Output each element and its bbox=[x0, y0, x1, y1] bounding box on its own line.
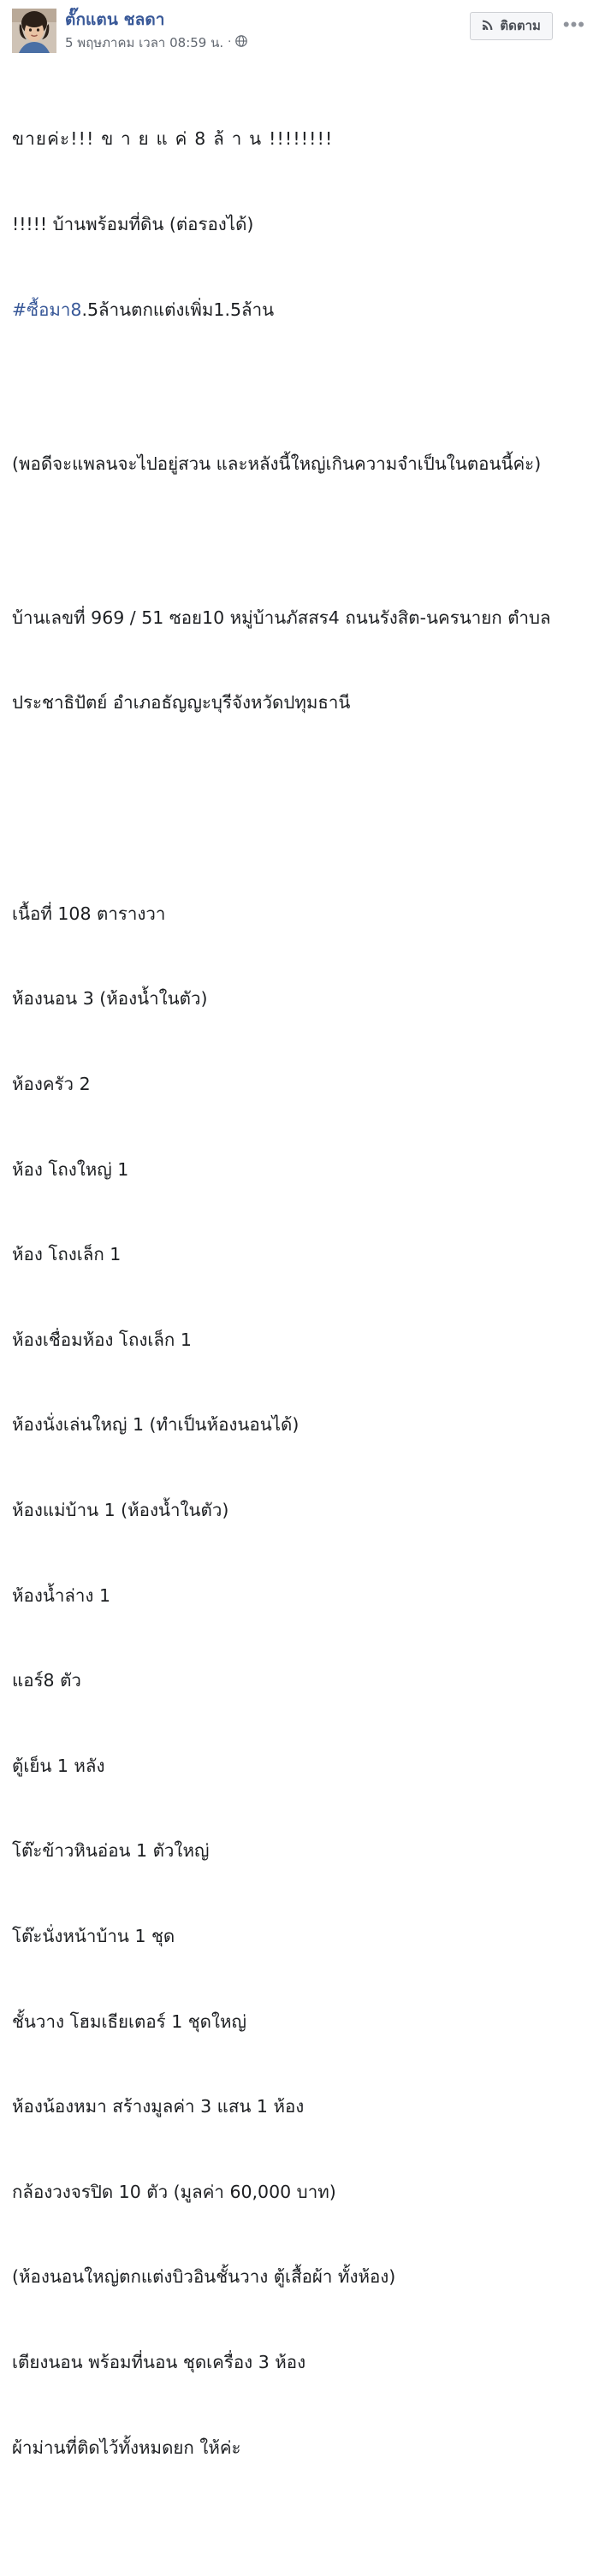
body-spacer-2 bbox=[12, 535, 587, 547]
post-line-5: บ้านเลขที่ 969 / 51 ซอย10 หมู่บ้านภัสสร4 ถนนรังสิต-นครนายก ตำบล bbox=[12, 607, 551, 628]
meta-separator: · bbox=[228, 36, 232, 50]
post-header-actions bbox=[470, 9, 587, 40]
post-body bbox=[12, 68, 587, 2576]
list-item: ผ้าม่านที่ติดไว้ทั้งหมดยก ให้ค่ะ bbox=[12, 2437, 241, 2458]
list-item: กล้องวงจรปิด 10 ตัว (มูลค่า 60,000 บาท) bbox=[12, 2181, 336, 2202]
body-spacer-3 bbox=[12, 774, 587, 786]
list-item: ห้อง โถงเล็ก 1 bbox=[12, 1244, 122, 1265]
avatar-image bbox=[12, 9, 56, 53]
list-item: โต๊ะนั่งหน้าบ้าน 1 ชุด bbox=[12, 1926, 175, 1946]
post-line-1: ขายค่ะ!!! ข า ย แ ค่ 8 ล้ า น !!!!!!!! bbox=[12, 128, 334, 150]
list-item: ห้องน้องหมา สร้างมูลค่า 3 แสน 1 ห้อง bbox=[12, 2096, 305, 2117]
rss-icon bbox=[482, 19, 494, 33]
list-item: เนื้อที่ 108 ตารางวา bbox=[12, 903, 166, 924]
list-item: ตู้เย็น 1 หลัง bbox=[12, 1755, 105, 1776]
post-line-4: (พอดีจะแพลนจะไปอยู่สวน และหลังนี้ใหญ่เกินความจำเป็นในตอนนี้ค่ะ) bbox=[12, 453, 542, 474]
list-item: ห้อง โถงใหญ่ 1 bbox=[12, 1158, 129, 1180]
list-item: ห้องครัว 2 bbox=[12, 1073, 91, 1094]
hashtag-link[interactable]: #ซื้อมา8 bbox=[12, 299, 82, 320]
post-timestamp[interactable]: 5 พฤษภาคม เวลา 08:59 น. bbox=[65, 34, 224, 50]
avatar[interactable] bbox=[12, 9, 56, 53]
post-detail-list bbox=[12, 843, 587, 2519]
list-item: ห้องแม่บ้าน 1 (ห้องน้ำในตัว) bbox=[12, 1499, 229, 1520]
post-line-2: !!!!! บ้านพร้อมที่ดิน (ต่อรองได้) bbox=[12, 214, 254, 235]
list-item: ห้องน้ำล่าง 1 bbox=[12, 1584, 111, 1606]
list-item: ห้องนอน 3 (ห้องน้ำในตัว) bbox=[12, 988, 208, 1010]
post-line-3-rest: .5ล้านตกแต่งเพิ่ม1.5ล้าน bbox=[81, 299, 275, 320]
follow-button[interactable] bbox=[470, 12, 553, 40]
list-item: (ห้องนอนใหญ่ตกแต่งบิวอินชั้นวาง ตู้เสื้อผ้า ทั้งห้อง) bbox=[12, 2266, 396, 2288]
more-options-button[interactable]: ••• bbox=[562, 14, 585, 35]
list-item: โต๊ะข้าวหินอ่อน 1 ตัวใหญ่ bbox=[12, 1840, 210, 1862]
list-item: ชั้นวาง โฮมเธียเตอร์ 1 ชุดใหญ่ bbox=[12, 2010, 246, 2032]
list-item: เตียงนอน พร้อมที่นอน ชุดเครื่อง 3 ห้อง bbox=[12, 2352, 306, 2373]
post-author-block bbox=[65, 9, 461, 51]
list-item: ห้องเชื่อมห้อง โถงเล็ก 1 bbox=[12, 1329, 192, 1350]
body-spacer-1 bbox=[12, 381, 587, 393]
list-item: ห้องนั่งเล่นใหญ่ 1 (ทำเป็นห้องนอนได้) bbox=[12, 1414, 300, 1436]
list-item: แอร์8 ตัว bbox=[12, 1670, 81, 1691]
post-line-6: ประชาธิปัตย์ อำเภอธัญญะบุรีจังหวัดปทุมธานี bbox=[12, 692, 351, 714]
globe-icon bbox=[235, 35, 247, 52]
post-header bbox=[12, 9, 587, 53]
post-line-3 bbox=[12, 296, 587, 324]
follow-button-label: ติดตาม bbox=[500, 19, 541, 33]
post-meta bbox=[65, 35, 461, 52]
post-author-name[interactable]: ตั๊กแตน ชลดา bbox=[65, 10, 165, 29]
